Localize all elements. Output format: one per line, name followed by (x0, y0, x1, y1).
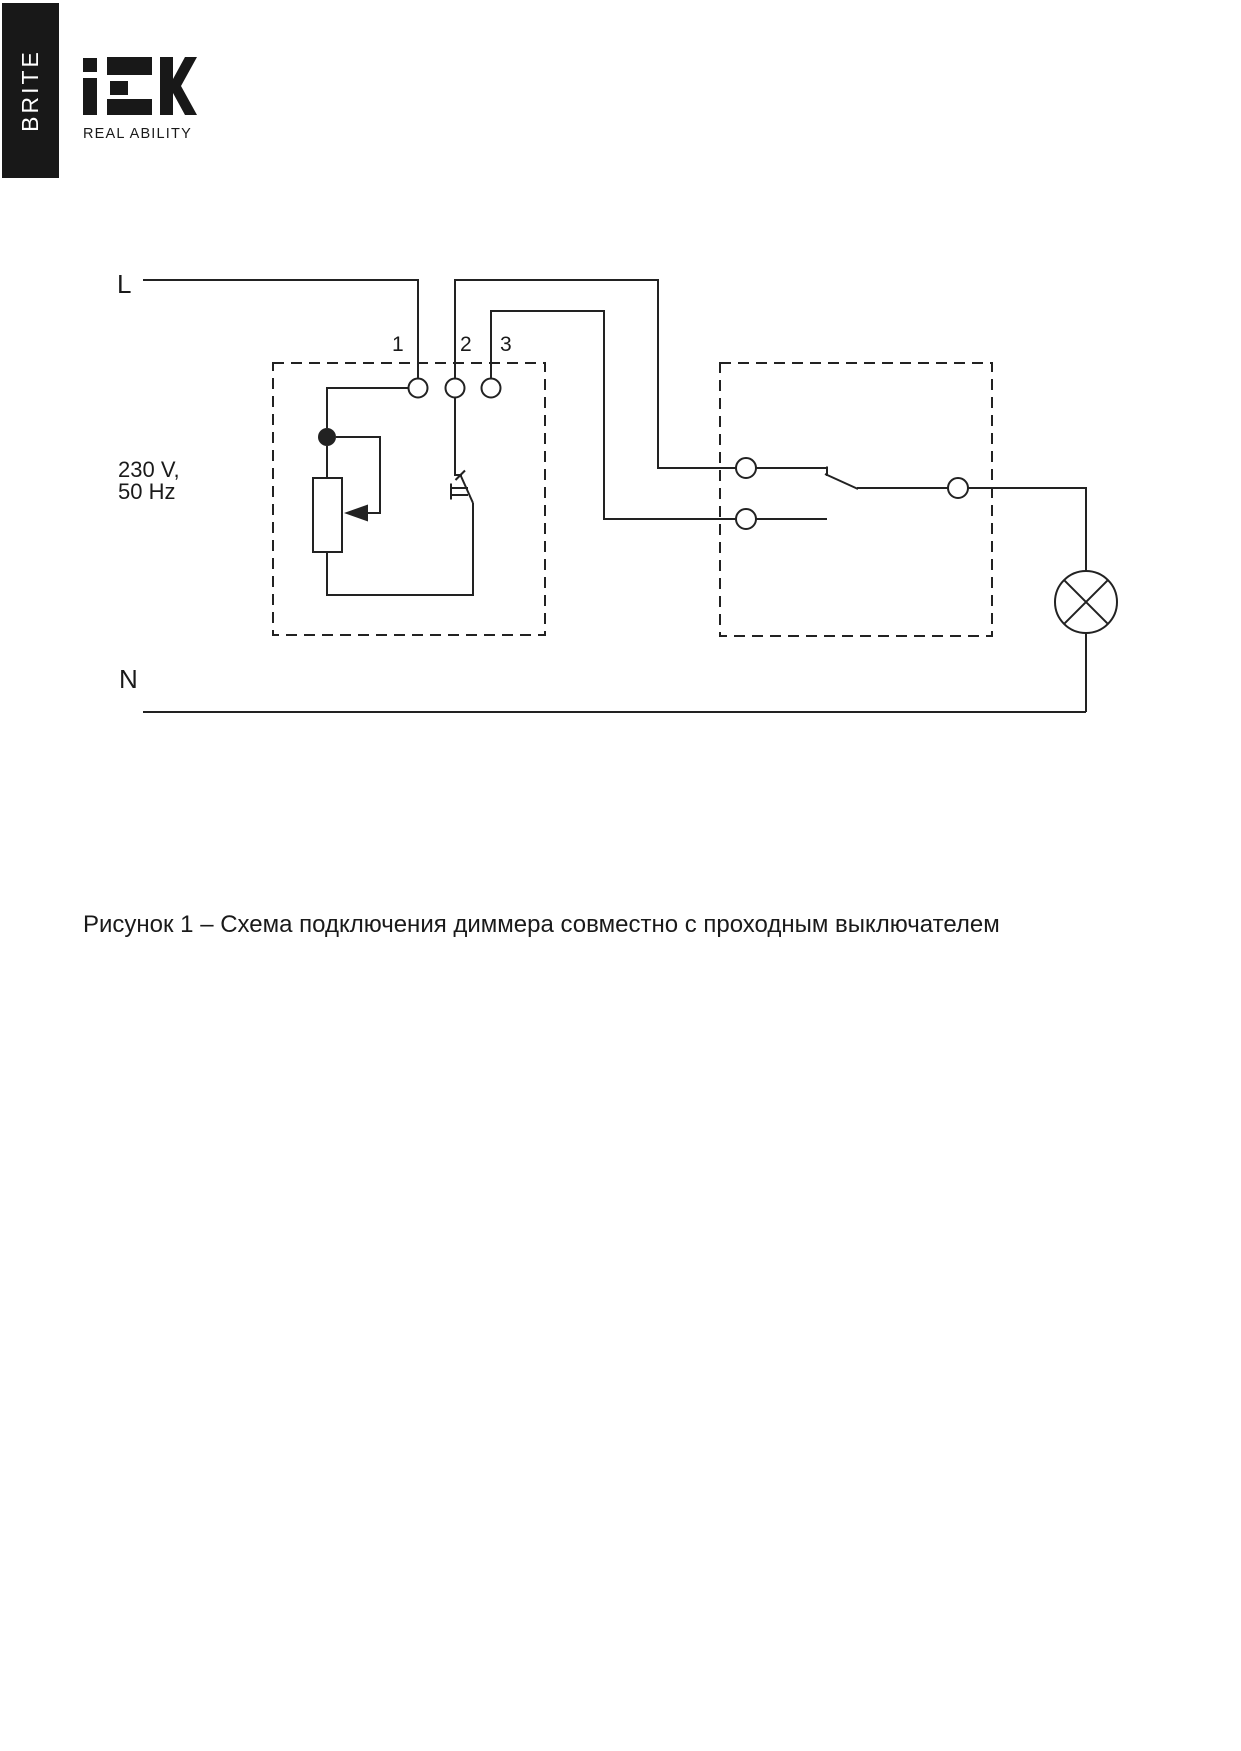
switch-terminal-common-circle (948, 478, 968, 498)
logo-tagline: REAL ABILITY (83, 126, 192, 142)
label-frequency: 50 Hz (118, 479, 176, 504)
junction-dot (318, 428, 336, 446)
label-terminal-2: 2 (460, 333, 472, 356)
label-line-l: L (117, 269, 132, 299)
wire-terminal-2-to-switch-upper (455, 280, 736, 468)
switch-terminal-upper-circle (736, 458, 756, 478)
passthrough-switch-box-outline (720, 363, 992, 636)
resistor-body (313, 478, 342, 552)
label-voltage: 230 V, (118, 457, 180, 482)
switch-terminal-lower-circle (736, 509, 756, 529)
terminal-1-circle (409, 379, 428, 398)
wire-terminal-2-stub (455, 398, 462, 476)
terminal-2-circle (446, 379, 465, 398)
wire-resistor-bottom-loop (327, 503, 473, 595)
terminal-3-circle (482, 379, 501, 398)
wire-common-to-lamp (968, 488, 1086, 571)
label-terminal-3: 3 (500, 333, 512, 356)
label-neutral-n: N (119, 664, 138, 694)
wiper-arrow (344, 505, 368, 522)
wire-terminal-1-internal (327, 388, 409, 428)
brite-series-label: BRITE (17, 49, 44, 132)
switch-lever (825, 474, 858, 489)
figure-caption: Рисунок 1 – Схема подключения диммера совместно с проходным выключателем (83, 911, 1000, 938)
label-terminal-1: 1 (392, 333, 404, 356)
